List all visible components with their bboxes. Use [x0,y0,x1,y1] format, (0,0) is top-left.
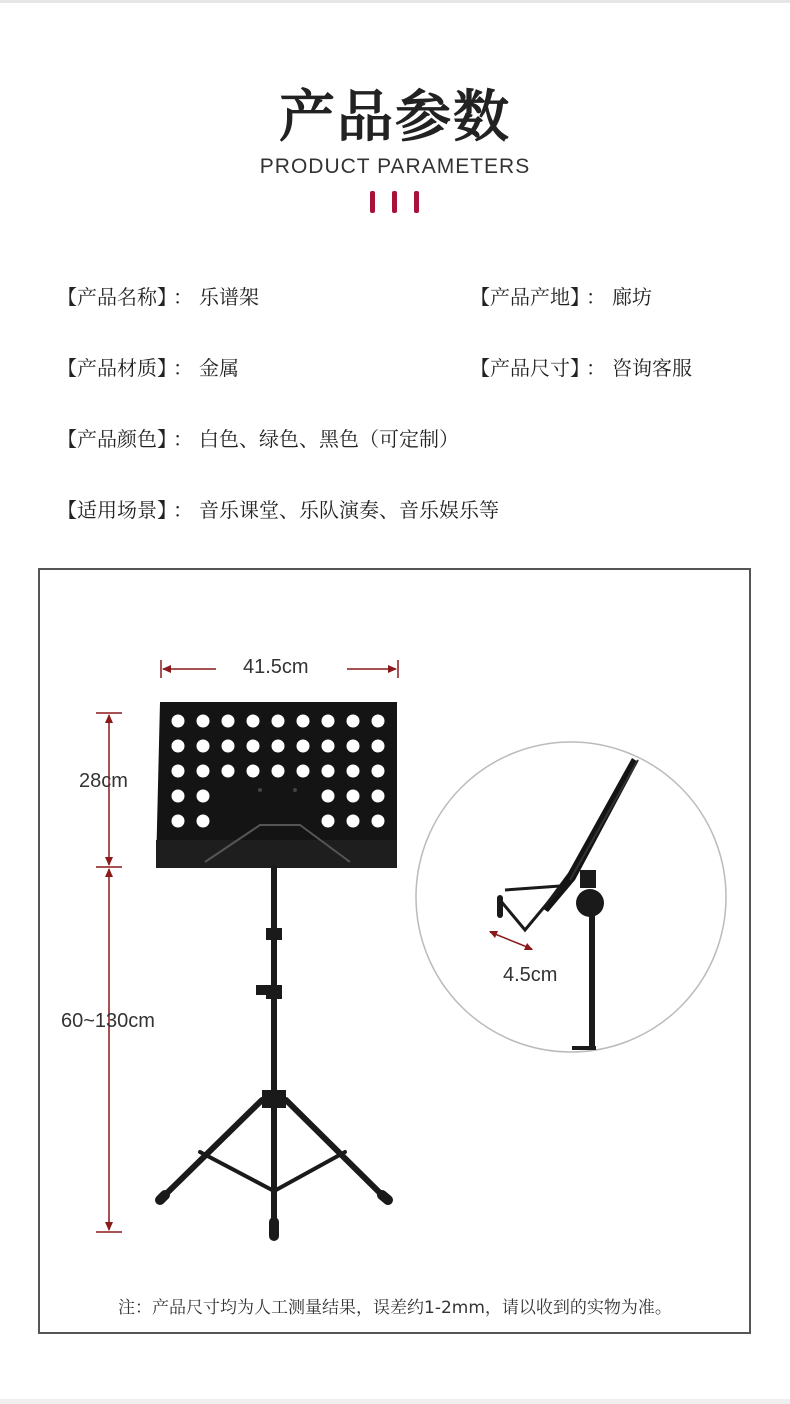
panel-hole [272,765,285,778]
param-value: 音乐课堂、乐队演奏、音乐娱乐等 [199,498,499,522]
panel-hole [222,715,235,728]
param-value: 乐谱架 [199,285,259,309]
panel-hole [272,740,285,753]
stand-pole-and-tripod [160,868,388,1236]
panel-hole [197,765,210,778]
panel-hole [247,740,260,753]
panel-hole [322,790,335,803]
panel-hole [347,740,360,753]
panel-hole [247,765,260,778]
param-key: 【 适用场景 】 [57,498,167,522]
panel-hole [197,815,210,828]
panel-hole [372,740,385,753]
bracket-detail-circle [416,742,726,1052]
panel-hole [222,765,235,778]
panel-hole [297,715,310,728]
panel-hole [372,790,385,803]
bottom-divider [0,1399,790,1404]
panel-hole [322,765,335,778]
param-key: 【 产品尺寸 】 [470,356,580,380]
panel-hole [372,715,385,728]
param-product-name: 【 产品名称 】 ： 乐谱架 [57,283,259,311]
param-value: 廊坊 [612,285,652,309]
param-usage: 【 适用场景 】 ： 音乐课堂、乐队演奏、音乐娱乐等 [57,496,499,524]
param-value: 咨询客服 [612,356,692,380]
panel-hole [272,715,285,728]
stand-height-label: 60~130cm [61,1010,155,1032]
panel-hole [372,765,385,778]
bracket-depth-label: 4.5cm [503,964,558,986]
panel-hole [197,790,210,803]
panel-hole [247,715,260,728]
panel-hole [347,790,360,803]
panel-hole [297,740,310,753]
panel-hole [322,715,335,728]
panel-hole [172,815,185,828]
param-key: 【 产品材质 】 [57,356,167,380]
panel-hole [347,715,360,728]
panel-hole [372,815,385,828]
panel-hole [197,715,210,728]
param-key: 【 产品产地 】 [470,285,580,309]
param-color: 【 产品颜色 】 ： 白色、绿色、黑色（可定制） [57,425,459,453]
param-origin: 【 产品产地 】 ： 廊坊 [470,283,652,311]
param-key: 【 产品名称 】 [57,285,167,309]
section-title: 产品参数 [279,85,511,150]
panel-hole [297,765,310,778]
sheet-panel [156,702,397,868]
param-value: 金属 [199,356,239,380]
panel-height-label: 28cm [79,770,128,792]
param-material: 【 产品材质 】 ： 金属 [57,354,239,382]
measurement-note: 注：产品尺寸均为人工测量结果，误差约1-2mm，请以收到的实物为准。 [118,1298,672,1318]
panel-hole [172,765,185,778]
panel-hole [322,815,335,828]
panel-hole [172,790,185,803]
width-dimension-label: 41.5cm [243,656,309,678]
panel-hole [347,765,360,778]
panel-hole [172,715,185,728]
param-size: 【 产品尺寸 】 ： 咨询客服 [470,354,692,382]
panel-hole [347,815,360,828]
param-value: 白色、绿色、黑色（可定制） [199,427,459,451]
section-subtitle: PRODUCT PARAMETERS [259,155,531,178]
panel-hole [222,740,235,753]
panel-hole [322,740,335,753]
panel-hole [197,740,210,753]
panel-hole [172,740,185,753]
param-key: 【 产品颜色 】 [57,427,167,451]
